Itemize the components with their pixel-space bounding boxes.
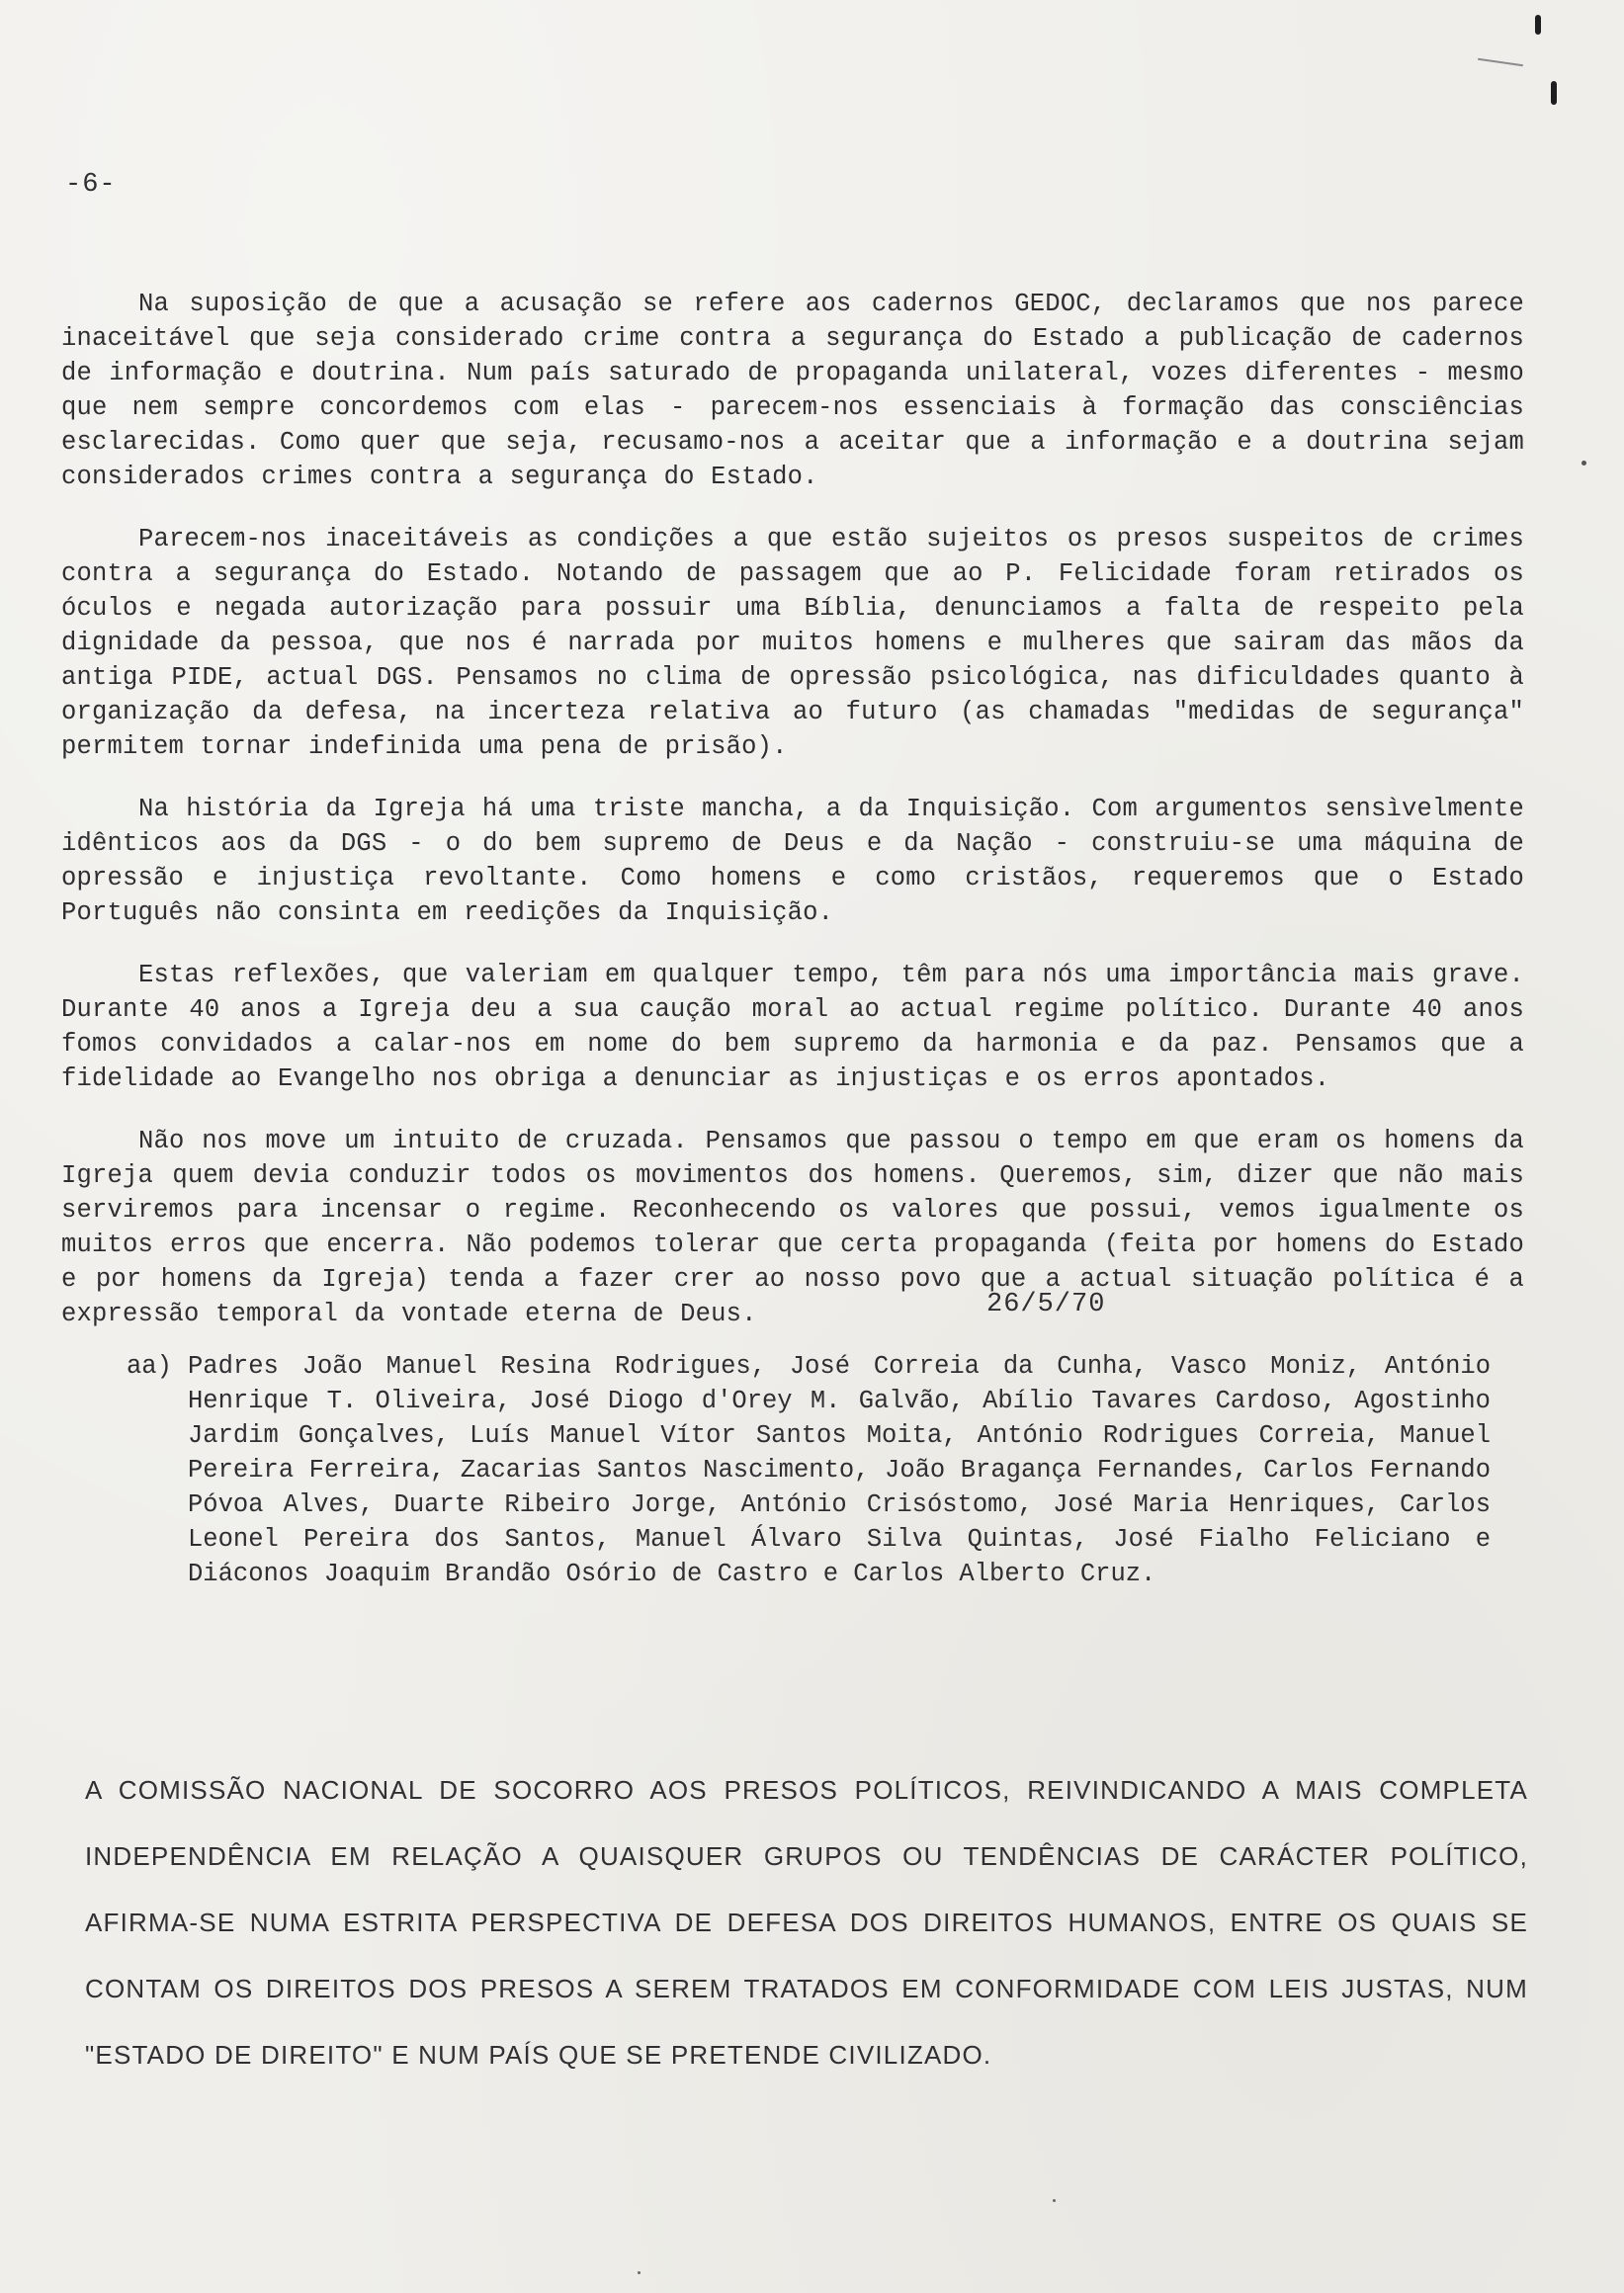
ink-mark — [1551, 81, 1557, 105]
ink-dot — [1053, 2199, 1056, 2202]
paragraph-reflections: Estas reflexões, que valeriam em qualquer tempo, têm para nós uma importância mais grave. Durante 40 anos a Igreja deu a sua caução moral ao actual regime político. Durante 40 anos fomos convidados a calar-nos em nome do bem supremo da harmonia e da paz. Pensamos que a fidelidade ao Evangelho nos obriga a denunciar as injustiças e os erros apontados. — [61, 961, 1524, 1093]
page-number: -6- — [65, 170, 117, 200]
commission-statement: A COMISSÃO NACIONAL DE SOCORRO AOS PRESOS POLÍTICOS, REIVINDICANDO A MAIS COMPLETA INDEPENDÊNCIA EM RELAÇÃO A QUAISQUER GRUPOS OU TENDÊNCIAS DE CARÁCTER POLÍTICO, AFIRMA-SE NUMA ESTRITA PERSPECTIVA DE DEFESA DOS DIREITOS HUMANOS, ENTRE OS QUAIS SE CONTAM OS DIREITOS DOS PRESOS A SEREM TRATADOS EM CONFORMIDADE COM LEIS JUSTAS, NUM "ESTADO DE DIREITO" E NUM PAÍS QUE SE PRETENDE CIVILIZADO. — [85, 1775, 1528, 2070]
pencil-streak — [1478, 58, 1523, 66]
ink-dot — [1581, 461, 1586, 466]
ink-dot — [638, 2271, 641, 2274]
letter-date: 26/5/70 — [986, 1290, 1106, 1319]
signatories-names: Padres João Manuel Resina Rodrigues, José Correia da Cunha, Vasco Moniz, António Henrique T. Oliveira, José Diogo d'Orey M. Galvão, Abílio Tavares Cardoso, Agostinho Jardim Gonçalves, Luís Manuel Vítor Santos Moita, António Rodrigues Correia, Manuel Pereira Ferreira, Zacarias Santos Nascimento, João Bragança Fernandes, Carlos Fernando Póvoa Alves, Duarte Ribeiro Jorge, António Crisóstomo, José Maria Henriques, Carlos Leonel Pereira dos Santos, Manuel Álvaro Silva Quintas, José Fialho Feliciano e Diáconos Joaquim Brandão Osório de Castro e Carlos Alberto Cruz. — [188, 1352, 1491, 1588]
paragraph-inquisition: Na história da Igreja há uma triste mancha, a da Inquisição. Com argumentos sensìvelmente idênticos aos da DGS - o do bem supremo de Deus e da Nação - construiu-se uma máquina de opressão e injustiça revoltante. Como homens e como cristãos, requeremos que o Estado Português não consinta em reedições da Inquisição. — [61, 795, 1524, 927]
signatories-prefix: aa) — [127, 1352, 172, 1381]
letter-body — [61, 287, 1524, 1359]
paragraph-crusade: Não nos move um intuito de cruzada. Pensamos que passou o tempo em que eram os homens da Igreja quem devia conduzir todos os movimentos dos homens. Queremos, sim, dizer que não mais serviremos para incensar o regime. Reconhecendo os valores que possui, vemos igualmente os muitos erros que encerra. Não podemos tolerar que certa propaganda (feita por homens do Estado e por homens da Igreja) tenda a fazer crer ao nosso povo que a actual situação política é a expressão temporal da vontade eterna de Deus. — [61, 1127, 1524, 1328]
signatories-block — [127, 1349, 1491, 1591]
paragraph-prisoner-conditions: Parecem-nos inaceitáveis as condições a que estão sujeitos os presos suspeitos de crimes contra a segurança do Estado. Notando de passagem que ao P. Felicidade foram retirados os óculos e negada autorização para possuir uma Bíblia, denunciamos a falta de respeito pela dignidade da pessoa, que nos é narrada por muitos homens e mulheres que sairam das mãos da antiga PIDE, actual DGS. Pensamos no clima de opressão psicológica, nas dificuldades quanto à organização da defesa, na incerteza relativa ao futuro (as chamadas "medidas de segurança" permitem tornar indefinida uma pena de prisão). — [61, 525, 1524, 761]
paragraph-gedoc: Na suposição de que a acusação se refere aos cadernos GEDOC, declaramos que nos parece inaceitável que seja considerado crime contra a segurança do Estado a publicação de cadernos de informação e doutrina. Num país saturado de propaganda unilateral, vozes diferentes - mesmo que nem sempre concordemos com elas - parecem-nos essenciais à formação das consciências esclarecidas. Como quer que seja, recusamo-nos a aceitar que a informação e a doutrina sejam considerados crimes contra a segurança do Estado. — [61, 290, 1524, 491]
ink-mark — [1535, 15, 1541, 35]
